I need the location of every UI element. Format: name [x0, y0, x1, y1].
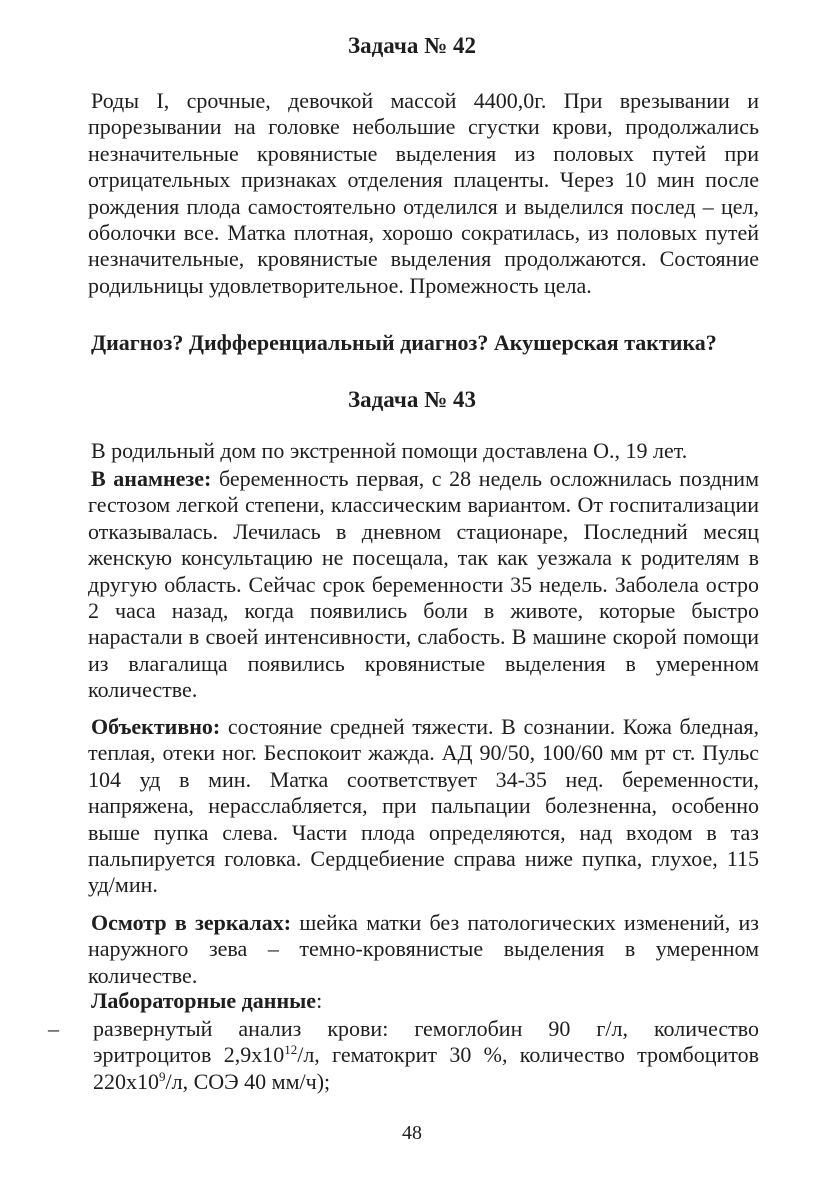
speculum-label: Осмотр в зеркалах:	[91, 910, 292, 935]
lab-item-part2: /л, гематокрит 30 %, количество тромбоцитов 220х10	[93, 1042, 760, 1094]
task-42-text: Роды I, срочные, девочкой массой 4400,0г. При врезывании и прорезывании на головке небольшие сгустки крови, продолжались незначительные кровянистые выделения из половых путей при отрицательных признаках отделения плаценты. Через 10 мин после рождения плода самостоятельно отделился и выделился послед – цел, оболочки все. Матка плотная, хорошо сократилась, из половых путей незначительные, кровянистые выделения продолжаются. Состояние родильницы удовлетворительное. Промежность цела.	[88, 88, 759, 298]
task-43-anamnesis	[88, 466, 759, 704]
anamnesis-label: В анамнезе:	[91, 466, 212, 491]
task-42-question: Диагноз? Дифференциальный диагноз? Акушерская тактика?	[91, 330, 717, 355]
task-43-title: Задача № 43	[348, 387, 476, 412]
anamnesis-text: беременность первая, с 28 недель осложнилась поздним гестозом легкой степени, классическим вариантом. От госпитализации отказывалась. Лечилась в дневном стационаре, Последний месяц женскую консультацию не посещала, так как уезжала к родителям в другую область. Сейчас срок беременности 35 недель. Заболела остро 2 часа назад, когда появились боли в животе, которые быстро нарастали в своей интенсивности, слабость. В машине скорой помощи из влагалища появились кровянистые выделения в умеренном количестве.	[88, 466, 759, 703]
speculum-text: шейка матки без патологических изменений, из наружного зева – темно-кровянистые выделения в умеренном количестве.	[88, 910, 759, 988]
task-42-title: Задача № 42	[348, 33, 476, 58]
objective-label: Объективно:	[91, 714, 221, 739]
task-43-objective	[88, 714, 759, 899]
lab-list-item	[93, 1016, 759, 1095]
task-43-intro: В родильный дом по экстренной помощи доставлена О., 19 лет.	[91, 438, 688, 463]
lab-item-sup1: 12	[284, 1042, 298, 1058]
lab-item-part3: /л, СОЭ 40 мм/ч);	[165, 1068, 331, 1094]
list-dash: –	[48, 1016, 59, 1041]
page-number: 48	[402, 1122, 422, 1144]
lab-item-sup2: 9	[159, 1068, 166, 1084]
task-43-speculum	[88, 910, 759, 989]
lab-colon: :	[316, 988, 323, 1013]
lab-item-part1: развернутый анализ крови: гемоглобин 90 г/л, количество эритроцитов 2,9х10	[93, 1016, 759, 1068]
objective-text: состояние средней тяжести. В сознании. Кожа бледная, теплая, отеки ног. Беспокоит жажда. АД 90/50, 100/60 мм рт ст. Пульс 104 уд в мин. Матка соответствует 34-35 нед. беременности, напряжена, нерасслабляется, при пальпации болезненна, особенно выше пупка слева. Части плода определяются, над входом в таз пальпируется головка. Сердцебиение справа ниже пупка, глухое, 115 уд/мин.	[88, 714, 759, 898]
task-43-lab-heading	[88, 988, 759, 1014]
lab-label: Лабораторные данные	[91, 988, 317, 1013]
